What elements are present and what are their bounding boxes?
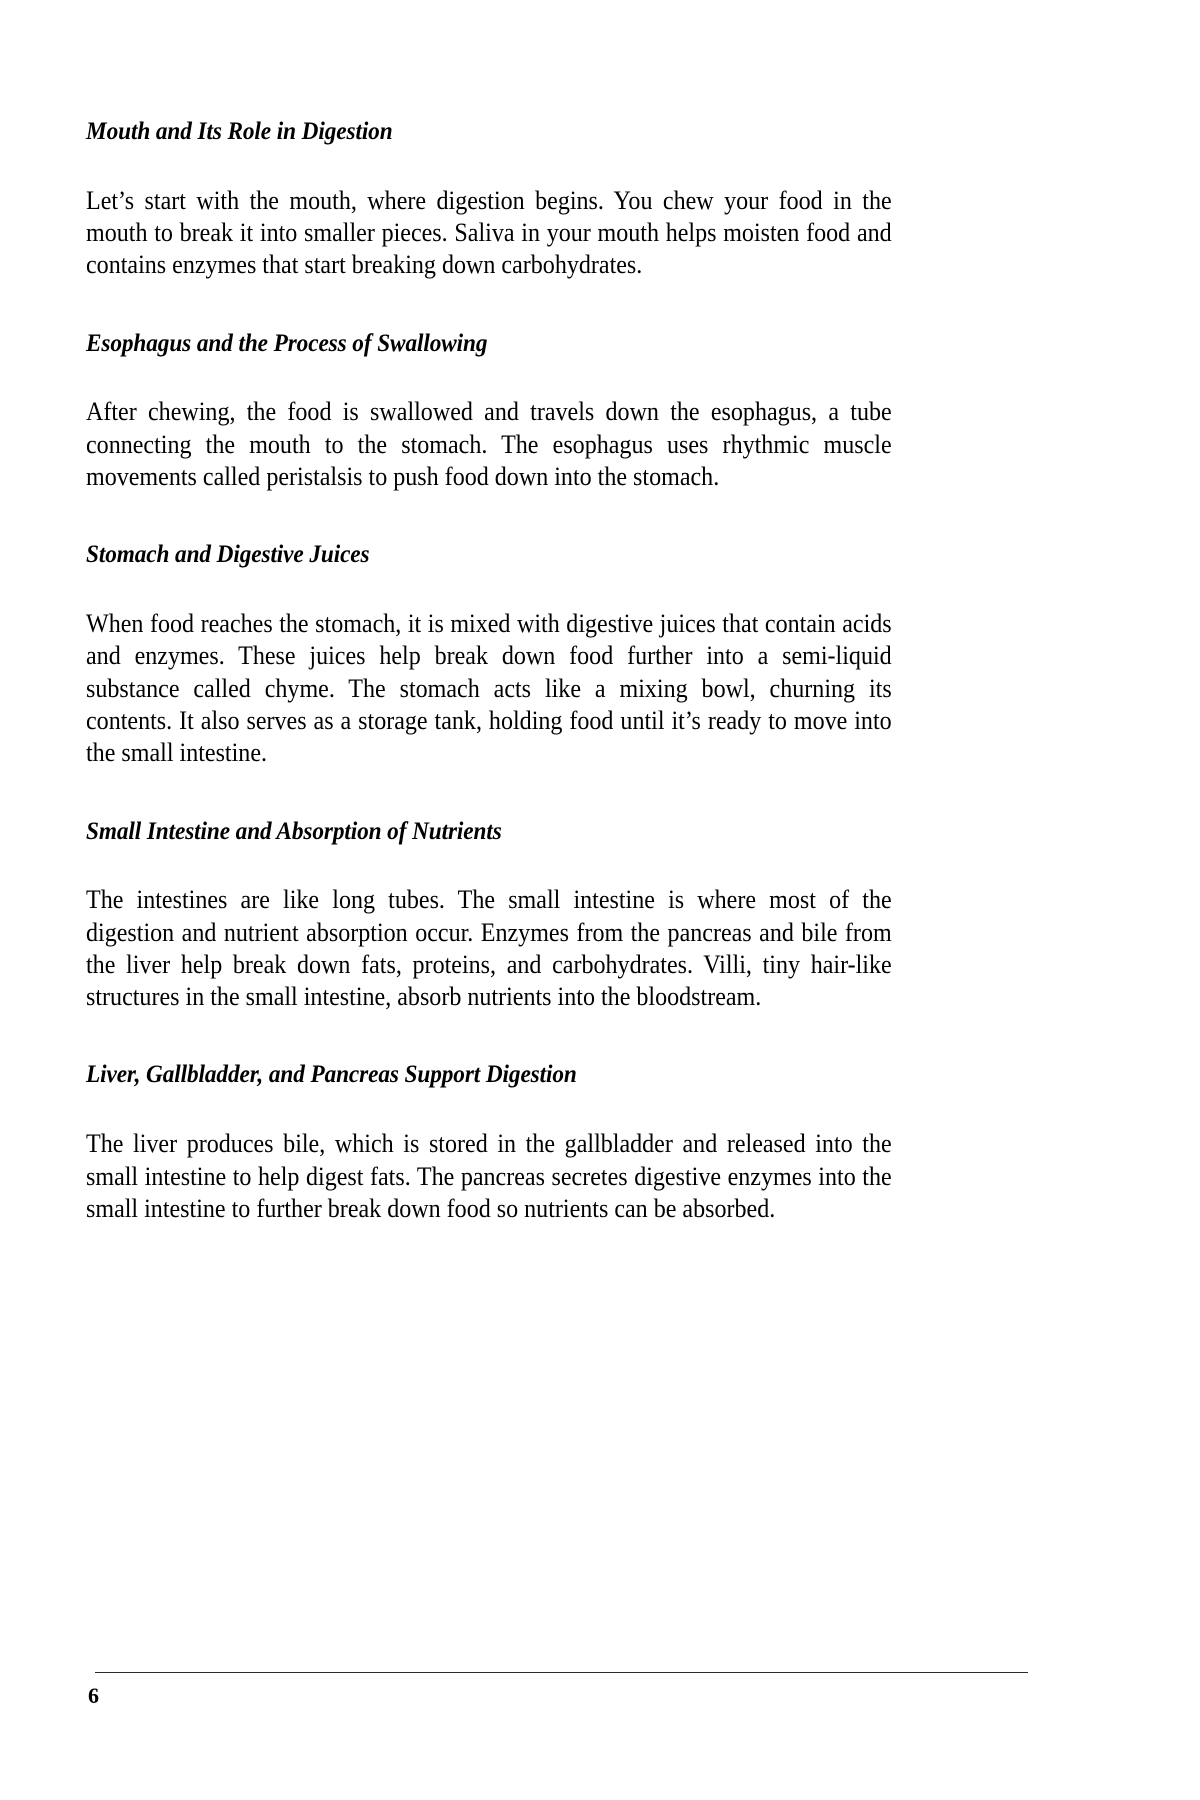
section-heading-stomach: Stomach and Digestive Juices — [86, 541, 370, 569]
spacer — [86, 282, 892, 330]
page-content — [86, 118, 892, 1225]
spacer — [86, 1013, 892, 1061]
spacer — [86, 147, 892, 185]
section-heading-small-intestine: Small Intestine and Absorption of Nutrients — [86, 817, 502, 845]
spacer — [86, 570, 892, 608]
section-paragraph-esophagus: After chewing, the food is swallowed and travels down the esophagus, a tube connecting the mouth to the stomach. The esophagus uses rhythmic muscle movements called peristalsis to push food down into the stomach. — [86, 397, 892, 491]
section-paragraph-stomach: When food reaches the stomach, it is mixed with digestive juices that contain acids and enzymes. These juices help break down food further into a semi-liquid substance called chyme. The stomach acts like a mixing bowl, churning its contents. It also serves as a storage tank, holding food until it’s ready to move into the small intestine. — [86, 609, 892, 768]
spacer — [86, 493, 892, 541]
page-number: 6 — [88, 1683, 99, 1708]
section-paragraph-small-intestine: The intestines are like long tubes. The small intestine is where most of the digestion and nutrient absorption occur. Enzymes from the pancreas and bile from the liver help break down fats, proteins, and carbohydrates. Villi, tiny hair-like structures in the small intestine, absorb nutrients into the bloodstream. — [86, 885, 892, 1012]
spacer — [86, 770, 892, 818]
footer-divider — [95, 1672, 1028, 1673]
spacer — [86, 846, 892, 884]
section-paragraph-mouth: Let’s start with the mouth, where digestion begins. You chew your food in the mouth to break it into smaller pieces. Saliva in your mouth helps moisten food and contains enzymes that start breaking down carbohydrates. — [86, 185, 892, 280]
section-heading-liver-gallbladder-pancreas: Liver, Gallbladder, and Pancreas Support Digestion — [86, 1061, 577, 1089]
section-heading-mouth: Mouth and Its Role in Digestion — [86, 118, 393, 145]
section-paragraph-liver-gallbladder-pancreas: The liver produces bile, which is stored in the gallbladder and released into the small intestine to help digest fats. The pancreas secretes digestive enzymes into the small intestine to further break down food so nutrients can be absorbed. — [86, 1129, 892, 1223]
spacer — [86, 1090, 892, 1128]
section-heading-esophagus: Esophagus and the Process of Swallowing — [86, 329, 488, 357]
spacer — [86, 358, 892, 396]
